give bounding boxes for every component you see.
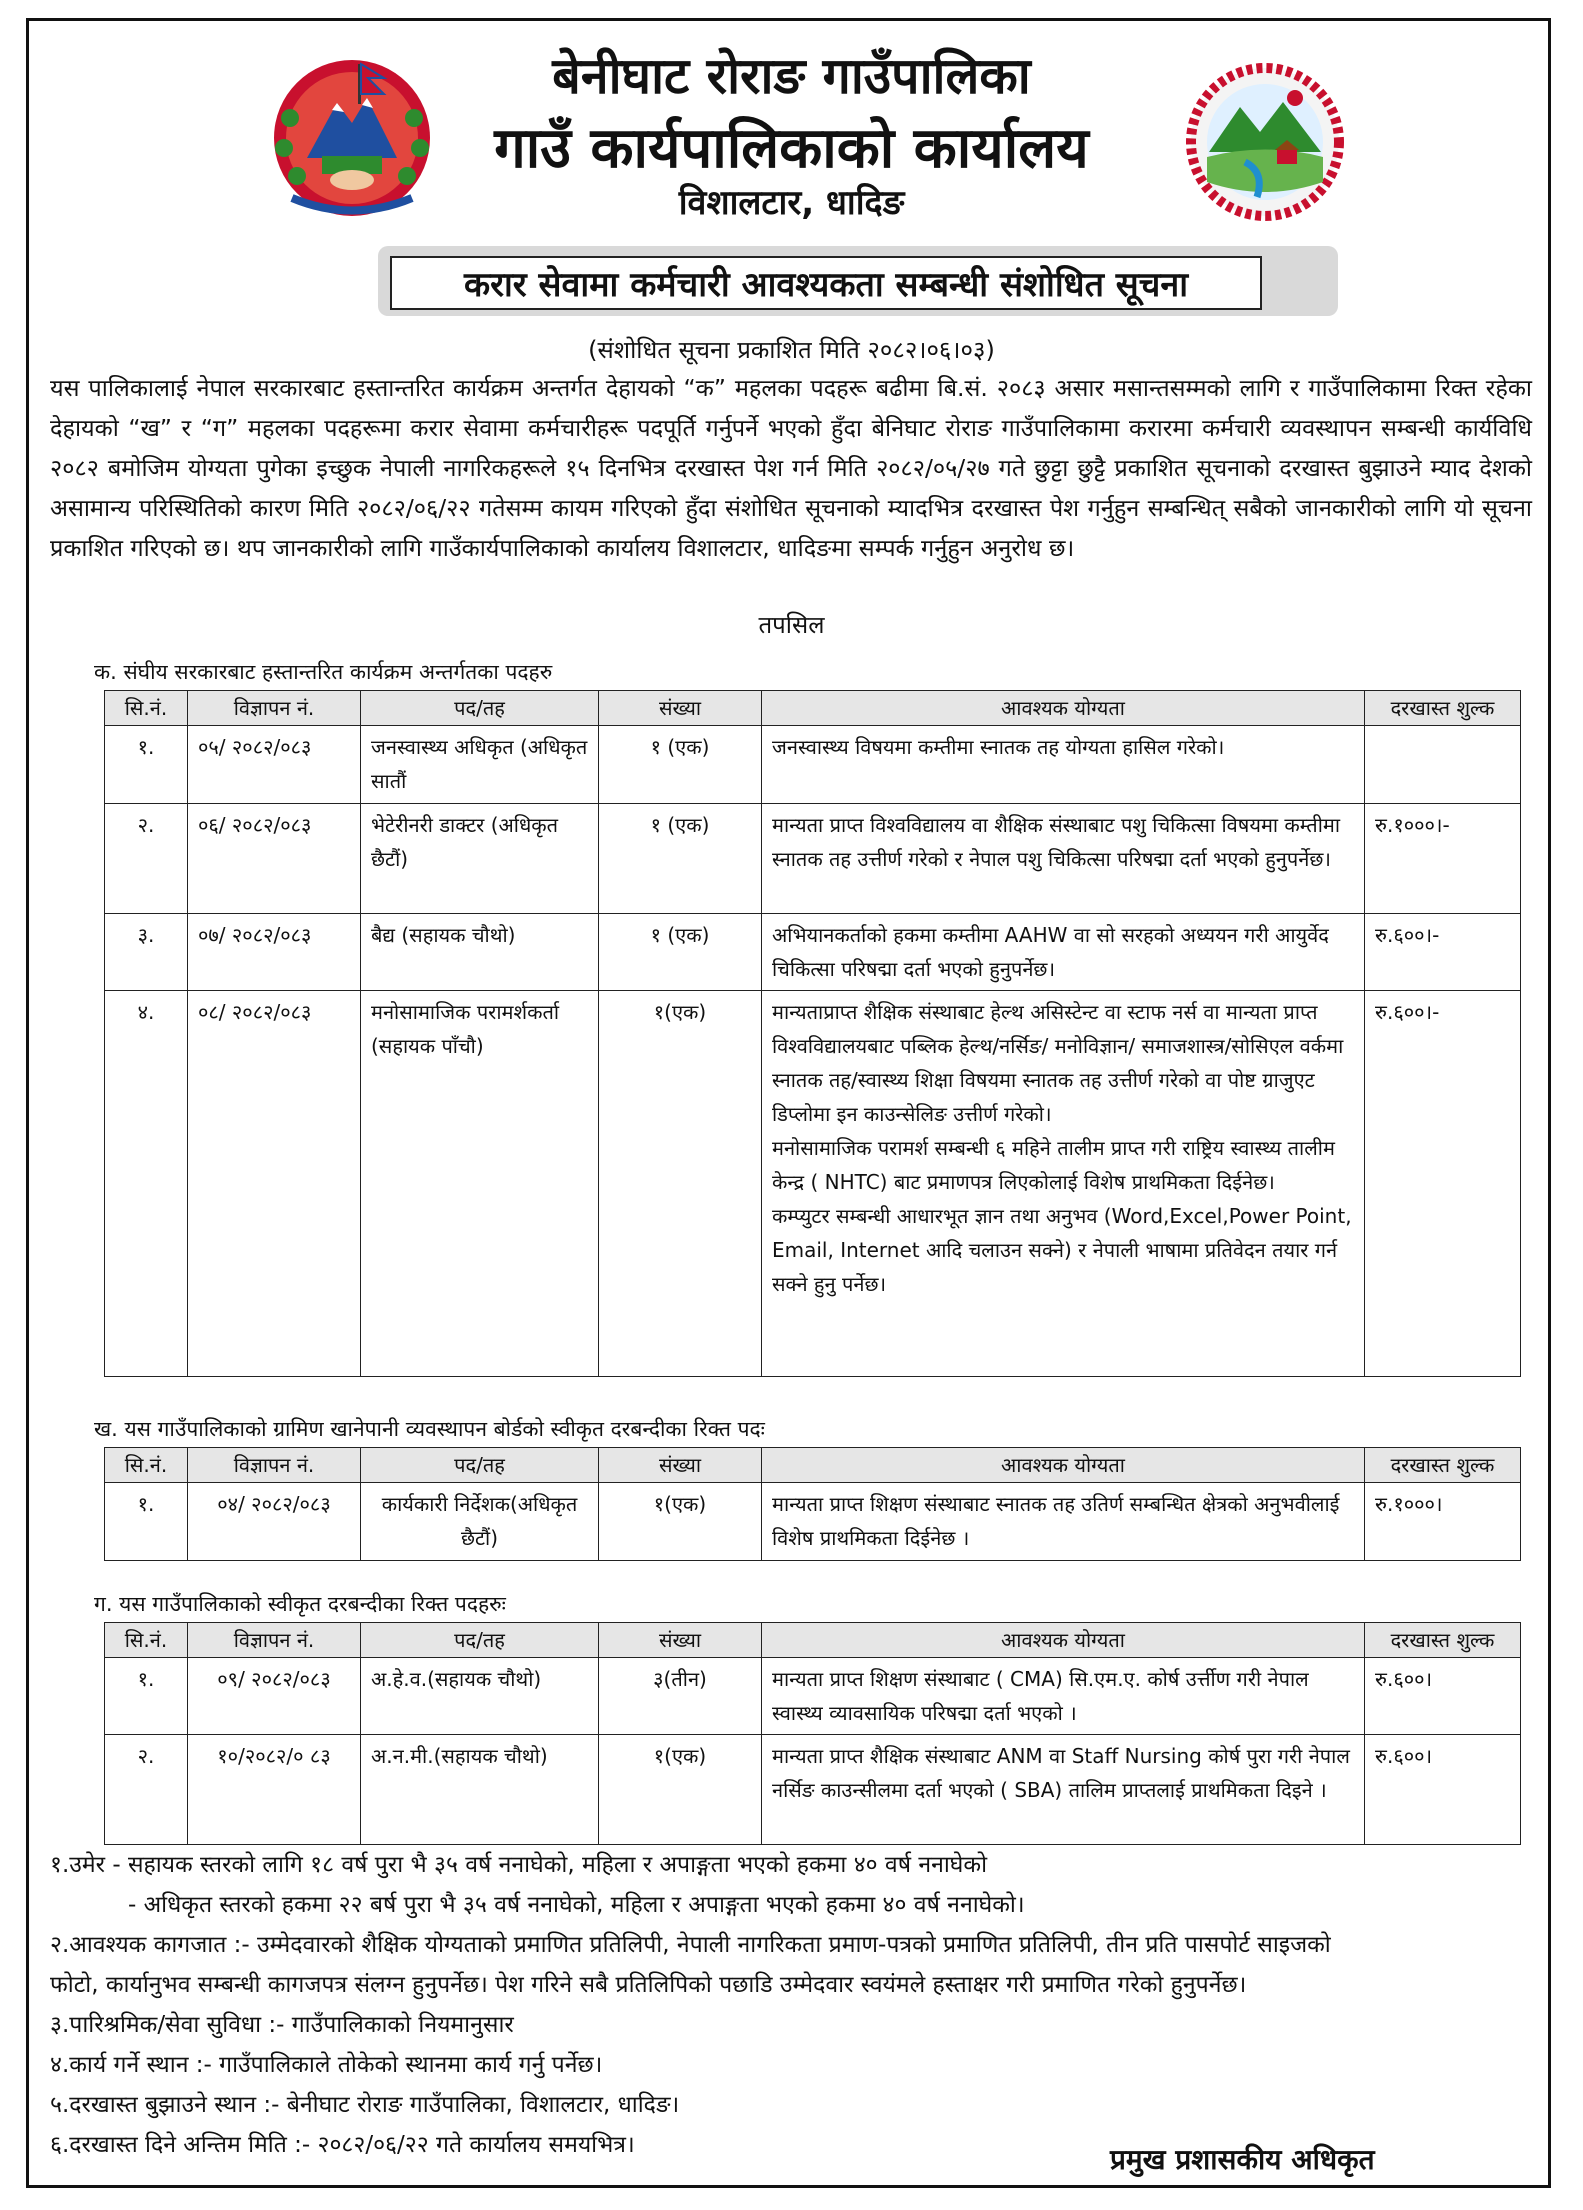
qual-part-3: कम्प्युटर सम्बन्धी आधारभूत ज्ञान तथा अनुभव (Word,Excel,Power Point, Email, Internet आदि चलाउन सक्ने) र नेपाली भाषामा प्रतिवेदन तयार गर्न सक्ने हुनु पर्नेछ। [772,1204,1352,1296]
col-sn: सि.नं. [105,691,188,726]
cell-post: जनस्वास्थ्य अधिकृत (अधिकृत सातौं [361,726,599,804]
col-count: संख्या [599,1623,762,1658]
note-workplace: ४.कार्य गर्ने स्थान :- गाउँपालिकाले तोकेको स्थानमा कार्य गर्नु पर्नेछ। [50,2052,603,2078]
cell-fee [1365,726,1521,804]
section-ga-table [104,1622,1521,1845]
note-documents-cont: फोटो, कार्यानुभव सम्बन्धी कागजपत्र संलग्न हुनुपर्नेछ। पेश गरिने सबै प्रतिलिपिको पछाडि उम्मेदवार स्वयंमले हस्ताक्षर गरी प्रमाणित गरेको हुनुपर्नेछ। [50,1972,1247,1998]
municipality-name: बेनीघाट रोराङ गाउँपालिका [552,47,1031,105]
note-submission-place: ५.दरखास्त बुझाउने स्थान :- बेनीघाट रोराङ गाउँपालिका, विशालटार, धादिङ। [50,2092,680,2118]
cell-qual: मान्यता प्राप्त शैक्षिक संस्थाबाट ANM वा Staff Nursing कोर्ष पुरा गरी नेपाल नर्सिङ काउन्सीलमा दर्ता भएको ( SBA) तालिम प्राप्तलाई प्राथमिकता दिइने । [762,1735,1365,1845]
notice-title: करार सेवामा कर्मचारी आवश्यकता सम्बन्धी संशोधित सूचना [390,256,1262,310]
col-adv: विज्ञापन नं. [188,691,361,726]
cell-count: १ (एक) [599,804,762,914]
table-header-row [105,1623,1521,1658]
cell-adv: ०८/ २०८२/०८३ [188,991,361,1377]
col-post: पद/तह [361,691,599,726]
cell-fee: रु.१०००। [1365,1483,1521,1561]
col-sn: सि.नं. [105,1448,188,1483]
section-kha-table [104,1447,1521,1561]
col-post: पद/तह [361,1448,599,1483]
qual-part-2: मनोसामाजिक परामर्श सम्बन्धी ६ महिने तालीम प्राप्त गरी राष्ट्रिय स्वास्थ्य तालीम केन्द्र ( NHTC) बाट प्रमाणपत्र लिएकोलाई विशेष प्राथमिकता दिईनेछ। [772,1136,1335,1194]
col-post: पद/तह [361,1623,599,1658]
cell-adv: ०७/ २०८२/०८३ [188,914,361,991]
cell-adv: ०९/ २०८२/०८३ [188,1658,361,1735]
col-count: संख्या [599,691,762,726]
tapasil-heading: तपसिल [758,611,825,639]
col-qual: आवश्यक योग्यता [762,1448,1365,1483]
cell-count: १(एक) [599,1483,762,1561]
cell-qual [762,991,1365,1377]
cell-post: अ.न.मी.(सहायक चौथो) [361,1735,599,1845]
cell-fee: रु.६००।- [1365,991,1521,1377]
cell-fee: रु.६००।- [1365,914,1521,991]
qual-part-1: मान्यताप्राप्त शैक्षिक संस्थाबाट हेल्थ असिस्टेन्ट वा स्टाफ नर्स वा मान्यता प्राप्त विश्वविद्यालयबाट पब्लिक हेल्थ/नर्सिङ/ मनोविज्ञान/ समाजशास्त्र/सोसिएल वर्कमा स्नातक तह/स्वास्थ्य शिक्षा विषयमा स्नातक तह उत्तीर्ण गरेको वा पोष्ट ग्राजुएट डिप्लोमा इन काउन्सेलिङ उत्तीर्ण गरेको। [772,1000,1344,1126]
col-fee: दरखास्त शुल्क [1365,1623,1521,1658]
note-deadline: ६.दरखास्त दिने अन्तिम मिति :- २०८२/०६/२२ गते कार्यालय समयभित्र। [50,2132,635,2158]
cell-count: १(एक) [599,1735,762,1845]
section-ka-table [104,690,1521,1377]
section-kha-heading: ख. यस गाउँपालिकाको ग्रामिण खानेपानी व्यवस्थापन बोर्डको स्वीकृत दरबन्दीका रिक्त पदः [94,1417,765,1441]
cell-sn: ४. [105,991,188,1377]
table-row [105,726,1521,804]
cell-count: ३(तीन) [599,1658,762,1735]
cell-adv: ०४/ २०८२/०८३ [188,1483,361,1561]
cell-post: भेटेरीनरी डाक्टर (अधिकृत छैटौं) [361,804,599,914]
col-qual: आवश्यक योग्यता [762,1623,1365,1658]
cell-count: १(एक) [599,991,762,1377]
cell-fee: रु.६००। [1365,1735,1521,1845]
cell-sn: २. [105,1735,188,1845]
note-salary: ३.पारिश्रमिक/सेवा सुविधा :- गाउँपालिकाको नियमानुसार [50,2012,514,2038]
cell-qual: अभियानकर्ताको हकमा कम्तीमा AAHW वा सो सरहको अध्ययन गरी आयुर्वेद चिकित्सा परिषद्मा दर्ता भएको हुनुपर्नेछ। [762,914,1365,991]
section-ga-heading: ग. यस गाउँपालिकाको स्वीकृत दरबन्दीका रिक्त पदहरुः [94,1592,506,1616]
note-age-officer: - अधिकृत स्तरको हकमा २२ बर्ष पुरा भै ३५ वर्ष ननाघेको, महिला र अपाङ्गता भएको हकमा ४० वर्ष ननाघेको। [128,1892,1025,1918]
section-ka-heading: क. संघीय सरकारबाट हस्तान्तरित कार्यक्रम अन्तर्गतका पदहरु [94,660,553,684]
cell-post: मनोसामाजिक परामर्शकर्ता (सहायक पाँचौ) [361,991,599,1377]
cell-count: १ (एक) [599,914,762,991]
cell-qual: मान्यता प्राप्त शिक्षण संस्थाबाट ( CMA) सि.एम.ए. कोर्ष उर्त्तीण गरी नेपाल स्वास्थ्य व्यावसायिक परिषद्मा दर्ता भएको । [762,1658,1365,1735]
cell-adv: ०५/ २०८२/०८३ [188,726,361,804]
cell-adv: ०६/ २०८२/०८३ [188,804,361,914]
published-date: (संशोधित सूचना प्रकाशित मिति २०८२।०६।०३) [588,336,995,364]
cell-sn: १. [105,726,188,804]
cell-sn: ३. [105,914,188,991]
office-address: विशालटार, धादिङ [678,183,905,223]
office-name: गाउँ कार्यपालिकाको कार्यालय [494,116,1089,181]
note-documents: २.आवश्यक कागजात :- उम्मेदवारको शैक्षिक योग्यताको प्रमाणित प्रतिलिपी, नेपाली नागरिकता प्रमाण-पत्रको प्रमाणित प्रतिलिपी, तीन प्रति पासपोर्ट साइजको [50,1932,1331,1958]
cell-sn: १. [105,1483,188,1561]
col-sn: सि.नं. [105,1623,188,1658]
col-count: संख्या [599,1448,762,1483]
table-row [105,1735,1521,1845]
cell-sn: १. [105,1658,188,1735]
col-fee: दरखास्त शुल्क [1365,691,1521,726]
notes-list [50,1845,1530,2165]
cell-adv: १०/२०८२/० ८३ [188,1735,361,1845]
cell-fee: रु.१०००।- [1365,804,1521,914]
cell-post: कार्यकारी निर्देशक(अधिकृत छैटौं) [361,1483,599,1561]
cell-post: बैद्य (सहायक चौथो) [361,914,599,991]
cell-post: अ.हे.व.(सहायक चौथो) [361,1658,599,1735]
col-fee: दरखास्त शुल्क [1365,1448,1521,1483]
signature-title: प्रमुख प्रशासकीय अधिकृत [1110,2143,1375,2176]
cell-qual: जनस्वास्थ्य विषयमा कम्तीमा स्नातक तह योग्यता हासिल गरेको। [762,726,1365,804]
table-header-row [105,1448,1521,1483]
cell-qual: मान्यता प्राप्त शिक्षण संस्थाबाट स्नातक तह उतिर्ण सम्बन्धित क्षेत्रको अनुभवीलाई विशेष प्राथमिकता दिईनेछ । [762,1483,1365,1561]
table-row [105,991,1521,1377]
cell-qual: मान्यता प्राप्त विश्वविद्यालय वा शैक्षिक संस्थाबाट पशु चिकित्सा विषयमा कम्तीमा स्नातक तह उत्तीर्ण गरेको र नेपाल पशु चिकित्सा परिषद्मा दर्ता भएको हुनुपर्नेछ। [762,804,1365,914]
col-adv: विज्ञापन नं. [188,1448,361,1483]
col-qual: आवश्यक योग्यता [762,691,1365,726]
cell-fee: रु.६००। [1365,1658,1521,1735]
table-header-row [105,691,1521,726]
cell-count: १ (एक) [599,726,762,804]
table-row [105,1483,1521,1561]
col-adv: विज्ञापन नं. [188,1623,361,1658]
note-age: १.उमेर - सहायक स्तरको लागि १८ वर्ष पुरा भै ३५ वर्ष ननाघेको, महिला र अपाङ्गता भएको हकमा ४० वर्ष ननाघेको [50,1852,988,1878]
table-row [105,804,1521,914]
cell-sn: २. [105,804,188,914]
table-row [105,1658,1521,1735]
intro-paragraph: यस पालिकालाई नेपाल सरकारबाट हस्तान्तरित कार्यक्रम अन्तर्गत देहायको “क” महलका पदहरू बढीमा बि.सं. २०८३ असार मसान्तसम्मको लागि र गाउँपालिकामा रिक्त रहेका देहायको “ख” र “ग” महलका पदहरूमा करार सेवामा कर्मचारीहरू पदपूर्ति गर्नुपर्ने भएको हुँदा बेनिघाट रोराङ गाउँपालिकामा करारमा कर्मचारी व्यवस्थापन सम्बन्धी कार्यविधि २०८२ बमोजिम योग्यता पुगेका इच्छुक नेपाली नागरिकहरूले १५ दिनभित्र दरखास्त पेश गर्न मिति २०८२/०५/२७ गते छुट्टा छुट्टै प्रकाशित सूचनाको दरखास्त बुझाउने म्याद देशको असामान्य परिस्थितिको कारण मिति २०८२/०६/२२ गतेसम्म कायम गरिएको हुँदा संशोधित सूचनाको म्यादभित्र दरखास्त पेश गर्नुहुन सम्बन्धित् सबैको जानकारीको लागि यो सूचना प्रकाशित गरिएको छ। थप जानकारीको लागि गाउँकार्यपालिकाको कार्यालय विशालटार, धादिङमा सम्पर्क गर्नुहुन अनुरोध छ। [50,374,1532,562]
table-row [105,914,1521,991]
